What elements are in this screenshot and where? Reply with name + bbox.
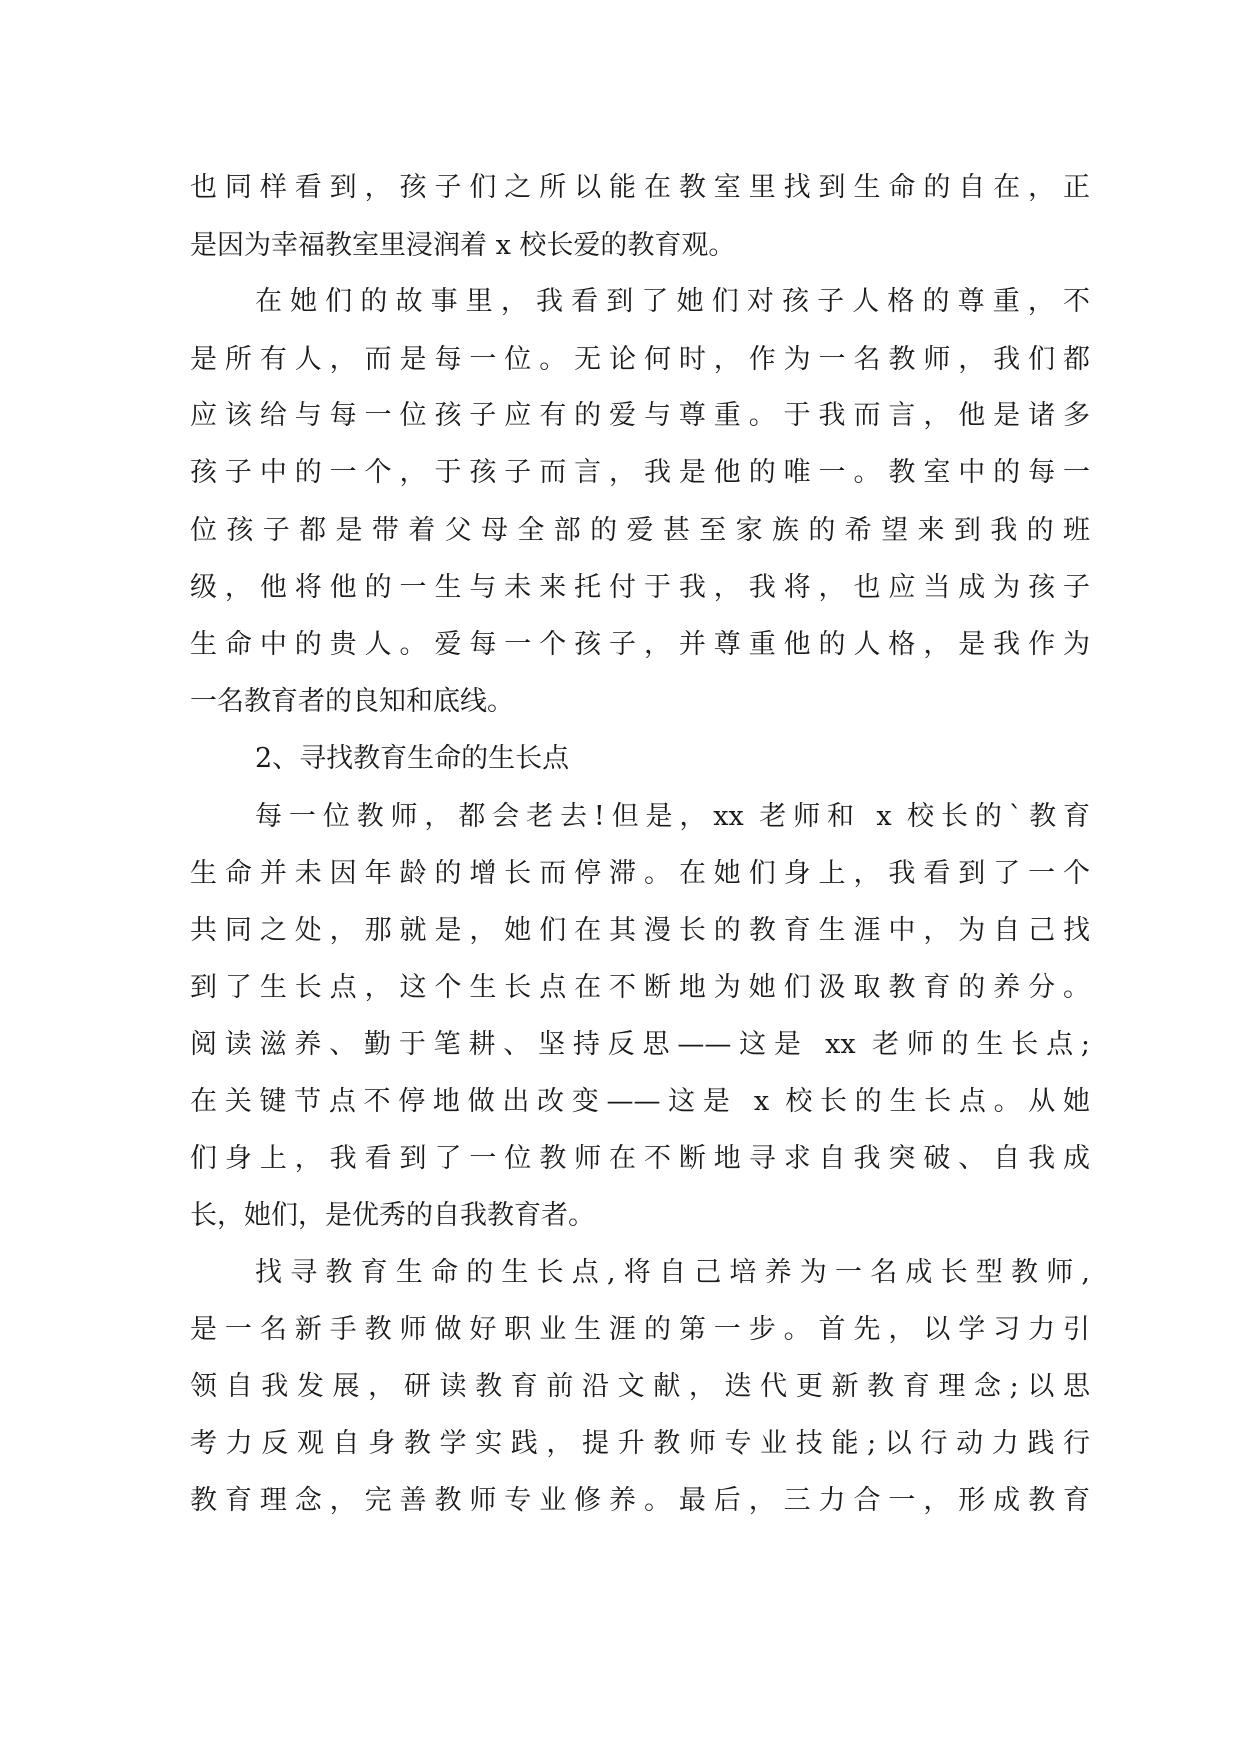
paragraph-line: 生命中的贵人。爱每一个孩子，并尊重他的人格，是我作为 [190,629,1090,660]
section-heading: 2、寻找教育生命的生长点 [255,743,570,774]
paragraph-line: 是因为幸福教室里浸润着 x 校长爱的教育观。 [190,230,736,261]
paragraph-line: 找寻教育生命的生长点,将自己培养为一名成长型教师, [255,1257,1090,1288]
paragraph-line: 也同样看到，孩子们之所以能在教室里找到生命的自在，正 [190,172,1090,203]
paragraph-line: 一名教育者的良知和底线。 [190,686,514,717]
paragraph-line: 到了生长点，这个生长点在不断地为她们汲取教育的养分。 [190,972,1090,1003]
paragraph-line: 在她们的故事里，我看到了她们对孩子人格的尊重，不 [255,286,1090,317]
paragraph-line: 每一位教师，都会老去!但是，xx 老师和 x 校长的`教育 [255,801,1090,832]
paragraph-line: 生命并未因年龄的增长而停滞。在她们身上，我看到了一个 [190,858,1090,889]
paragraph-line: 级，他将他的一生与未来托付于我，我将，也应当成为孩子 [190,572,1090,603]
paragraph-line: 共同之处，那就是，她们在其漫长的教育生涯中，为自己找 [190,915,1090,946]
paragraph-line: 长，她们，是优秀的自我教育者。 [190,1200,595,1231]
paragraph-line: 阅读滋养、勤于笔耕、坚持反思——这是 xx 老师的生长点; [190,1029,1090,1060]
paragraph-line: 领自我发展，研读教育前沿文献，迭代更新教育理念;以思 [190,1371,1090,1402]
paragraph-line: 教育理念，完善教师专业修养。最后，三力合一，形成教育 [190,1485,1090,1516]
paragraph-line: 孩子中的一个，于孩子而言，我是他的唯一。教室中的每一 [190,457,1090,488]
paragraph-line: 应该给与每一位孩子应有的爱与尊重。于我而言，他是诸多 [190,400,1090,431]
paragraph-line: 在关键节点不停地做出改变——这是 x 校长的生长点。从她 [190,1086,1090,1117]
paragraph-line: 考力反观自身教学实践，提升教师专业技能;以行动力践行 [190,1428,1090,1459]
paragraph-line: 位孩子都是带着父母全部的爱甚至家族的希望来到我的班 [190,515,1090,546]
paragraph-line: 们身上，我看到了一位教师在不断地寻求自我突破、自我成 [190,1143,1090,1174]
paragraph-line: 是一名新手教师做好职业生涯的第一步。首先，以学习力引 [190,1314,1090,1345]
paragraph-line: 是所有人，而是每一位。无论何时，作为一名教师，我们都 [190,344,1090,375]
